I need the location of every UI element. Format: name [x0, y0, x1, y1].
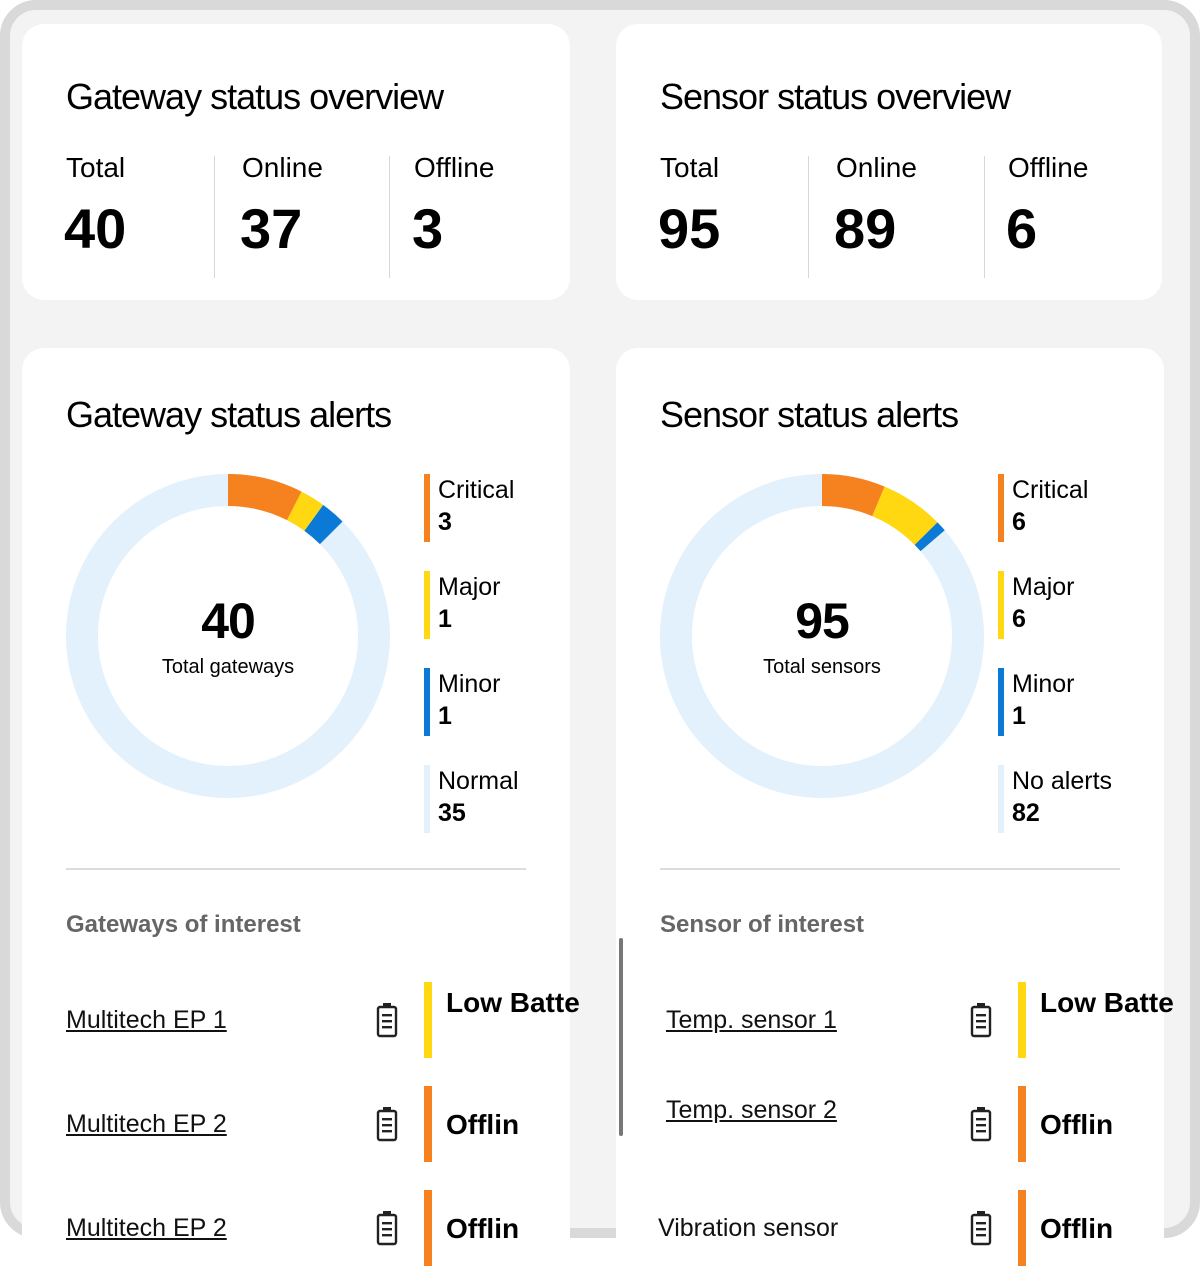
- status-indicator: [1018, 1190, 1026, 1266]
- sensor-donut-total: 95: [795, 593, 849, 649]
- sensor-link[interactable]: Temp. sensor 1: [666, 1006, 837, 1034]
- battery-icon: [376, 1210, 398, 1246]
- donut-segment-critical: [228, 490, 294, 506]
- legend-normal-label: Normal: [438, 767, 519, 795]
- sensor-donut-chart: [660, 474, 984, 798]
- legend-minor-value: 1: [438, 702, 452, 730]
- sensor-overview-title: Sensor status overview: [660, 76, 1011, 117]
- sensor-overview-card: [616, 24, 1162, 300]
- legend-normal-value: 35: [438, 799, 466, 827]
- legend-minor-label: Minor: [438, 670, 501, 698]
- gateway-donut-label: Total gateways: [161, 656, 295, 678]
- gateway-link[interactable]: Multitech EP 1: [66, 1006, 227, 1034]
- status-text: Offlin: [1040, 1213, 1114, 1244]
- gateway-overview-title: Gateway status overview: [66, 76, 444, 117]
- sensor-online-value: 89: [834, 197, 897, 260]
- sensor-alerts-card: [616, 348, 1174, 1268]
- legend-no-alerts-swatch: [998, 765, 1004, 833]
- sensors-of-interest-title: Sensor of interest: [660, 911, 865, 938]
- divider: [214, 156, 215, 278]
- gateway-online-value: 37: [240, 197, 303, 260]
- sensor-offline-label: Offline: [1008, 152, 1089, 183]
- gateway-offline-label: Offline: [414, 152, 495, 183]
- status-indicator: [1018, 1086, 1026, 1162]
- battery-icon: [970, 1106, 992, 1142]
- sensor-link[interactable]: Temp. sensor 2: [666, 1096, 837, 1124]
- donut-segment-critical: [822, 490, 878, 501]
- list-item: [66, 1180, 526, 1260]
- gateway-total-value: 40: [64, 197, 127, 260]
- battery-icon: [970, 1210, 992, 1246]
- status-indicator: [424, 1190, 432, 1266]
- legend-major-swatch: [424, 571, 430, 639]
- legend-major-label: Major: [438, 573, 501, 601]
- gateway-online-label: Online: [242, 152, 323, 183]
- section-divider: [660, 868, 1120, 870]
- status-indicator: [424, 1086, 432, 1162]
- list-item: [660, 1076, 1120, 1156]
- status-text: Low Batte: [446, 987, 580, 1018]
- legend-critical-swatch: [424, 474, 430, 542]
- donut-segment-minor: [926, 534, 933, 541]
- sensor-total-label: Total: [660, 152, 720, 183]
- legend-critical-swatch: [998, 474, 1004, 542]
- list-item: [660, 1180, 1120, 1260]
- battery-icon: [970, 1002, 992, 1038]
- legend-major-value: 6: [1012, 605, 1026, 633]
- gateway-alerts-title: Gateway status alerts: [66, 394, 392, 435]
- status-indicator: [1018, 982, 1026, 1058]
- gateway-alerts-card: [22, 348, 580, 1268]
- sensor-online-label: Online: [836, 152, 917, 183]
- legend-critical-value: 6: [1012, 508, 1026, 536]
- sensor-offline-value: 6: [1006, 197, 1038, 260]
- divider: [389, 156, 390, 278]
- list-item: [66, 972, 580, 1052]
- sensor-total-value: 95: [658, 197, 721, 260]
- status-text: Offlin: [446, 1213, 520, 1244]
- legend-minor-value: 1: [1012, 702, 1026, 730]
- battery-icon: [376, 1002, 398, 1038]
- legend-normal-swatch: [424, 765, 430, 833]
- legend-minor-swatch: [998, 668, 1004, 736]
- donut-segment-minor: [314, 518, 331, 533]
- sensor-alerts-title: Sensor status alerts: [660, 394, 959, 435]
- gateway-link[interactable]: Multitech EP 2: [66, 1110, 227, 1138]
- status-indicator: [424, 982, 432, 1058]
- legend-critical-label: Critical: [438, 476, 515, 504]
- list-item: [66, 1076, 526, 1156]
- legend-no-alerts-value: 82: [1012, 799, 1040, 827]
- gateway-donut-total: 40: [201, 593, 255, 649]
- gateway-donut-chart: [66, 474, 390, 798]
- scrollbar-thumb[interactable]: [619, 938, 623, 1136]
- list-item: [660, 972, 1174, 1052]
- divider: [808, 156, 809, 278]
- status-text: Offlin: [1040, 1109, 1114, 1140]
- legend-major-swatch: [998, 571, 1004, 639]
- gateways-of-interest-title: Gateways of interest: [66, 911, 301, 938]
- legend-minor-label: Minor: [1012, 670, 1075, 698]
- status-text: Offlin: [446, 1109, 520, 1140]
- legend-critical-value: 3: [438, 508, 452, 536]
- legend-major-label: Major: [1012, 573, 1075, 601]
- donut-segment-major: [878, 501, 926, 533]
- gateway-offline-value: 3: [412, 197, 444, 260]
- gateway-overview-card: [22, 24, 570, 300]
- donut-segment-major: [294, 506, 314, 518]
- gateway-link[interactable]: Multitech EP 2: [66, 1214, 227, 1242]
- legend-no-alerts-label: No alerts: [1012, 767, 1113, 795]
- gateway-total-label: Total: [66, 152, 126, 183]
- legend-critical-label: Critical: [1012, 476, 1089, 504]
- sensor-donut-label: Total sensors: [763, 656, 881, 678]
- legend-major-value: 1: [438, 605, 452, 633]
- battery-icon: [376, 1106, 398, 1142]
- divider: [984, 156, 985, 278]
- section-divider: [66, 868, 526, 870]
- legend-minor-swatch: [424, 668, 430, 736]
- status-text: Low Batte: [1040, 987, 1174, 1018]
- sensor-name[interactable]: Vibration sensor: [658, 1214, 839, 1242]
